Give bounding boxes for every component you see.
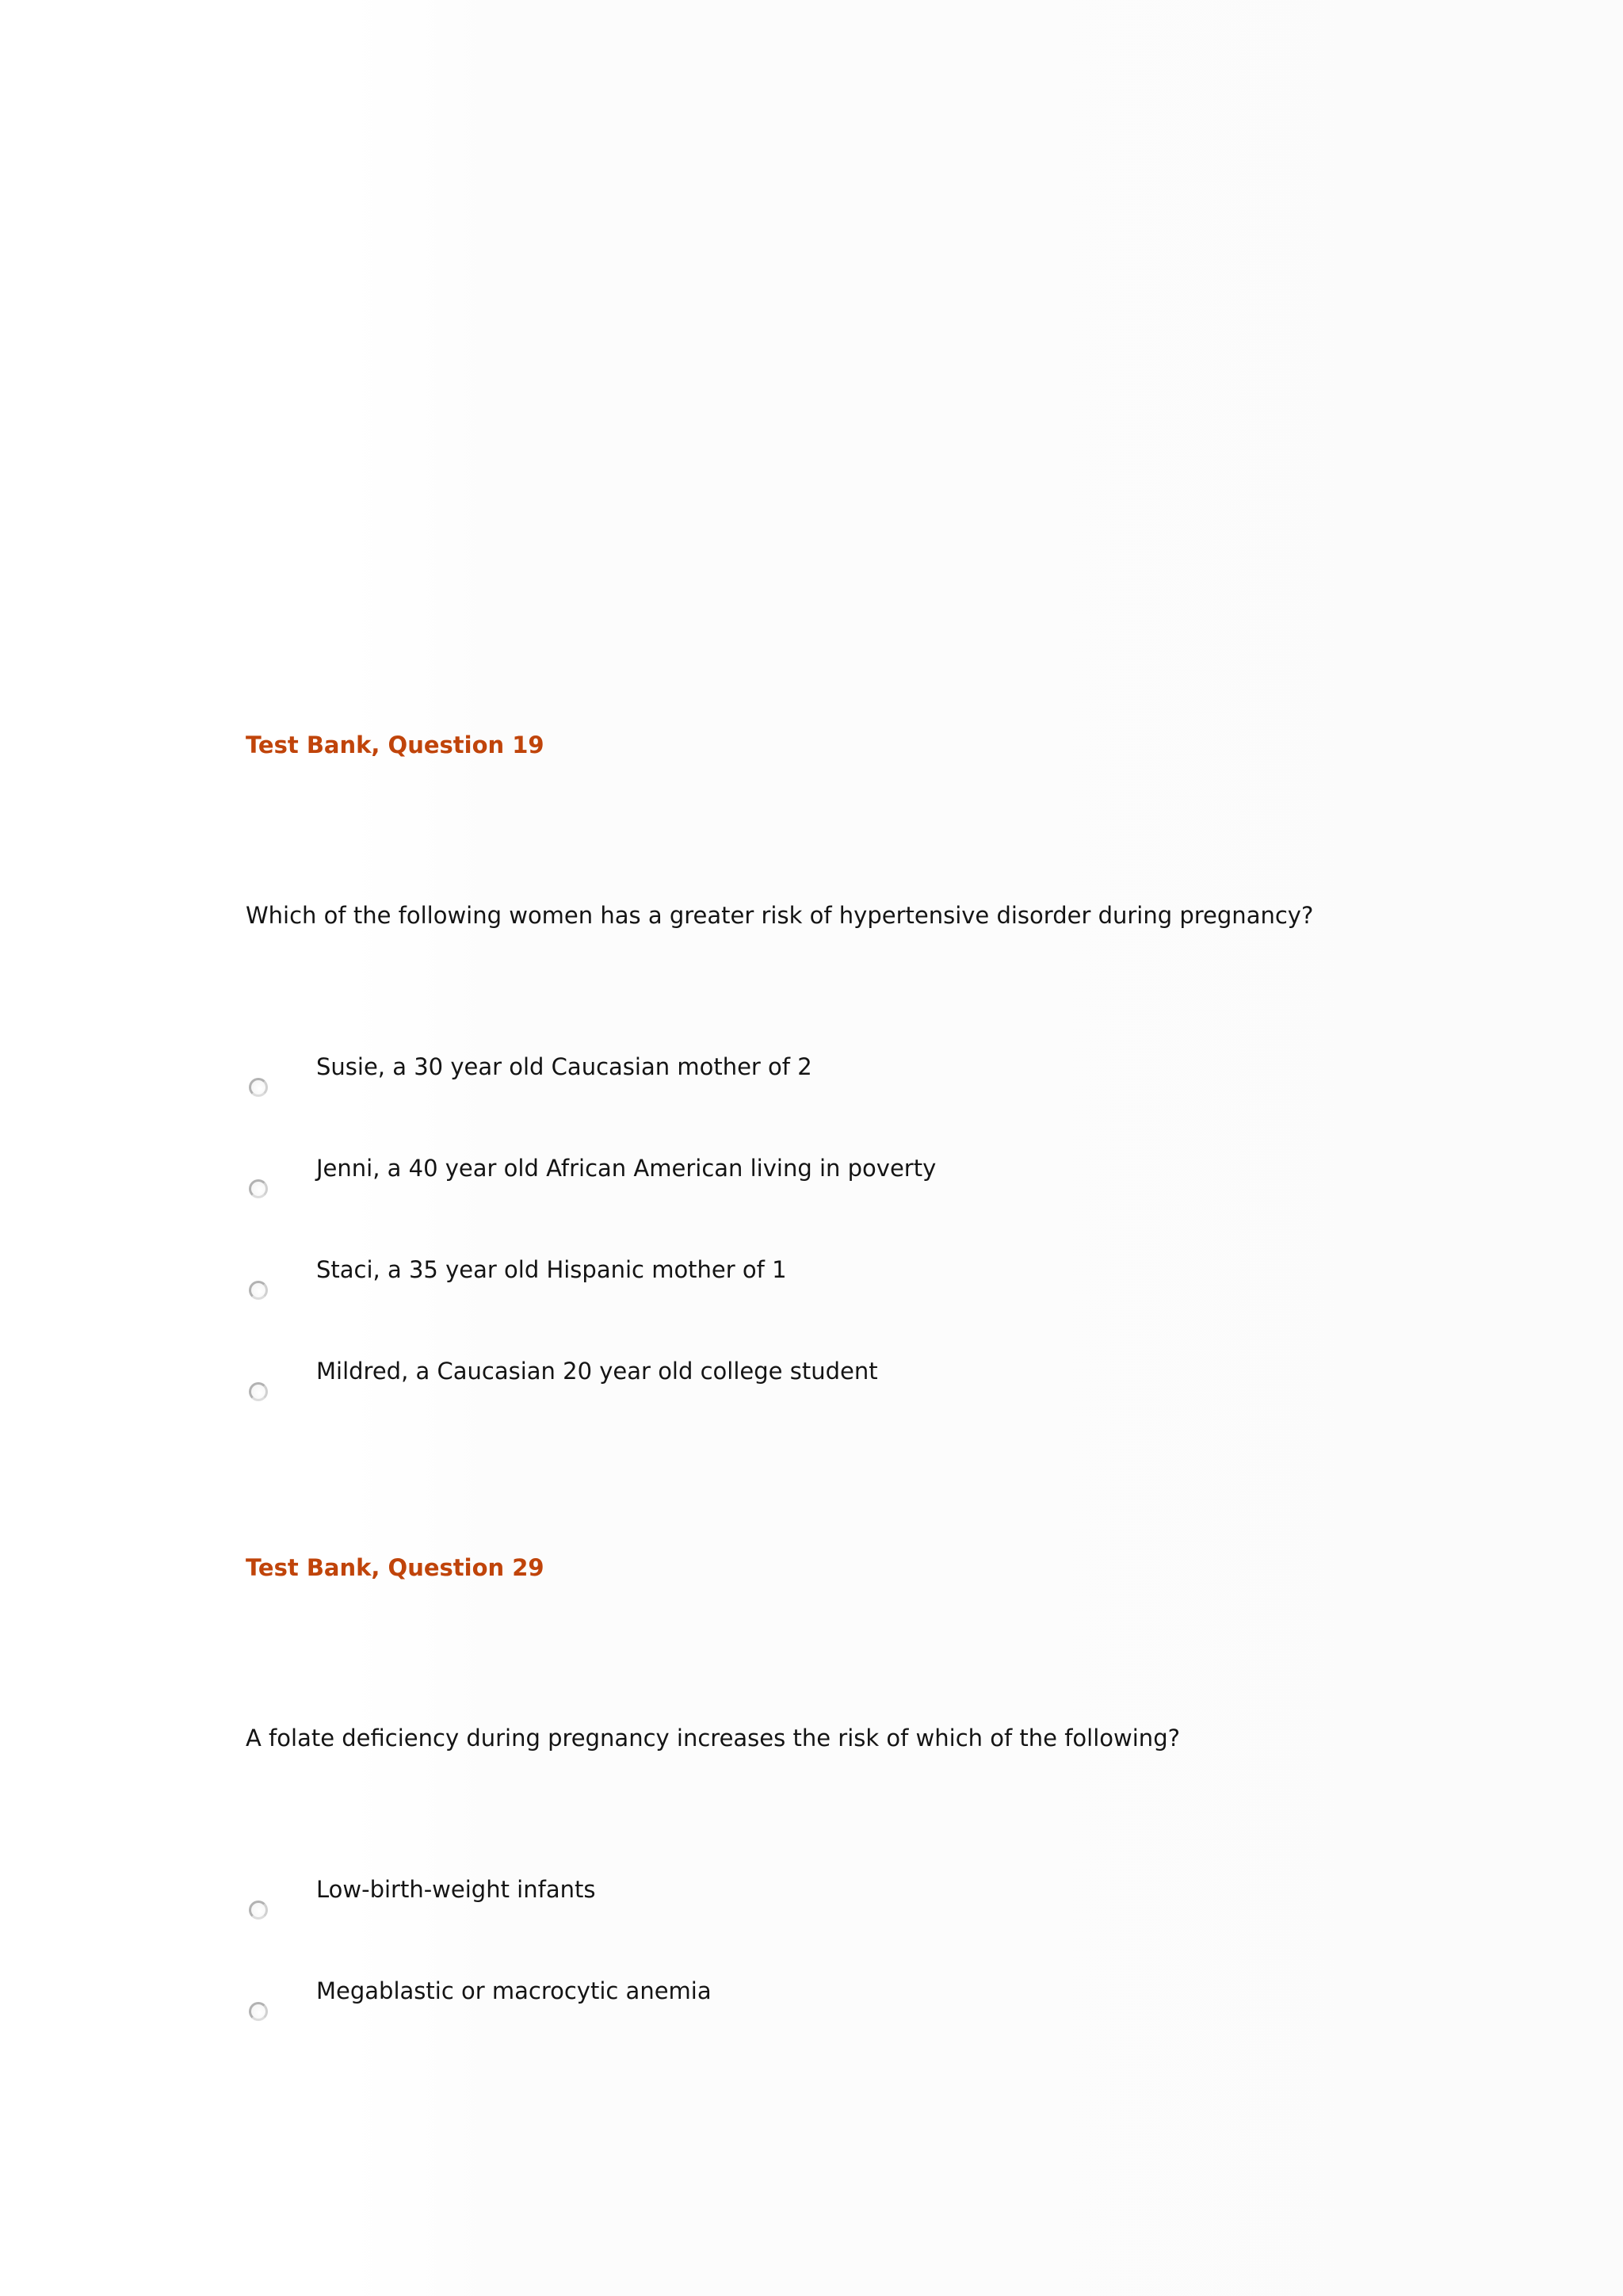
answer-option[interactable] xyxy=(246,1358,1514,1474)
radio-button-icon[interactable] xyxy=(249,1078,268,1097)
answer-label[interactable]: Staci, a 35 year old Hispanic mother of 1 xyxy=(316,1256,787,1283)
radio-button-icon[interactable] xyxy=(249,1901,268,1920)
question-title: Test Bank, Question 29 xyxy=(246,1554,544,1581)
question-text: Which of the following women has a greater risk of hypertensive disorder during pregnancy? xyxy=(246,902,1314,929)
radio-button-icon[interactable] xyxy=(249,1179,268,1198)
answer-label[interactable]: Jenni, a 40 year old African American living in poverty xyxy=(316,1155,937,1182)
answer-label[interactable]: Megablastic or macrocytic anemia xyxy=(316,1977,712,2004)
answer-option[interactable] xyxy=(246,1977,1514,2094)
answer-list xyxy=(246,1876,1514,2094)
answer-label[interactable]: Low-birth-weight infants xyxy=(316,1876,596,1903)
question-text: A folate deficiency during pregnancy increases the risk of which of the following? xyxy=(246,1725,1180,1752)
radio-button-icon[interactable] xyxy=(249,1281,268,1300)
answer-list xyxy=(246,1053,1514,1474)
answer-label[interactable]: Susie, a 30 year old Caucasian mother of 2 xyxy=(316,1053,812,1080)
radio-button-icon[interactable] xyxy=(249,1382,268,1401)
radio-button-icon[interactable] xyxy=(249,2002,268,2021)
question-title: Test Bank, Question 19 xyxy=(246,732,544,758)
answer-label[interactable]: Mildred, a Caucasian 20 year old college student xyxy=(316,1358,878,1385)
